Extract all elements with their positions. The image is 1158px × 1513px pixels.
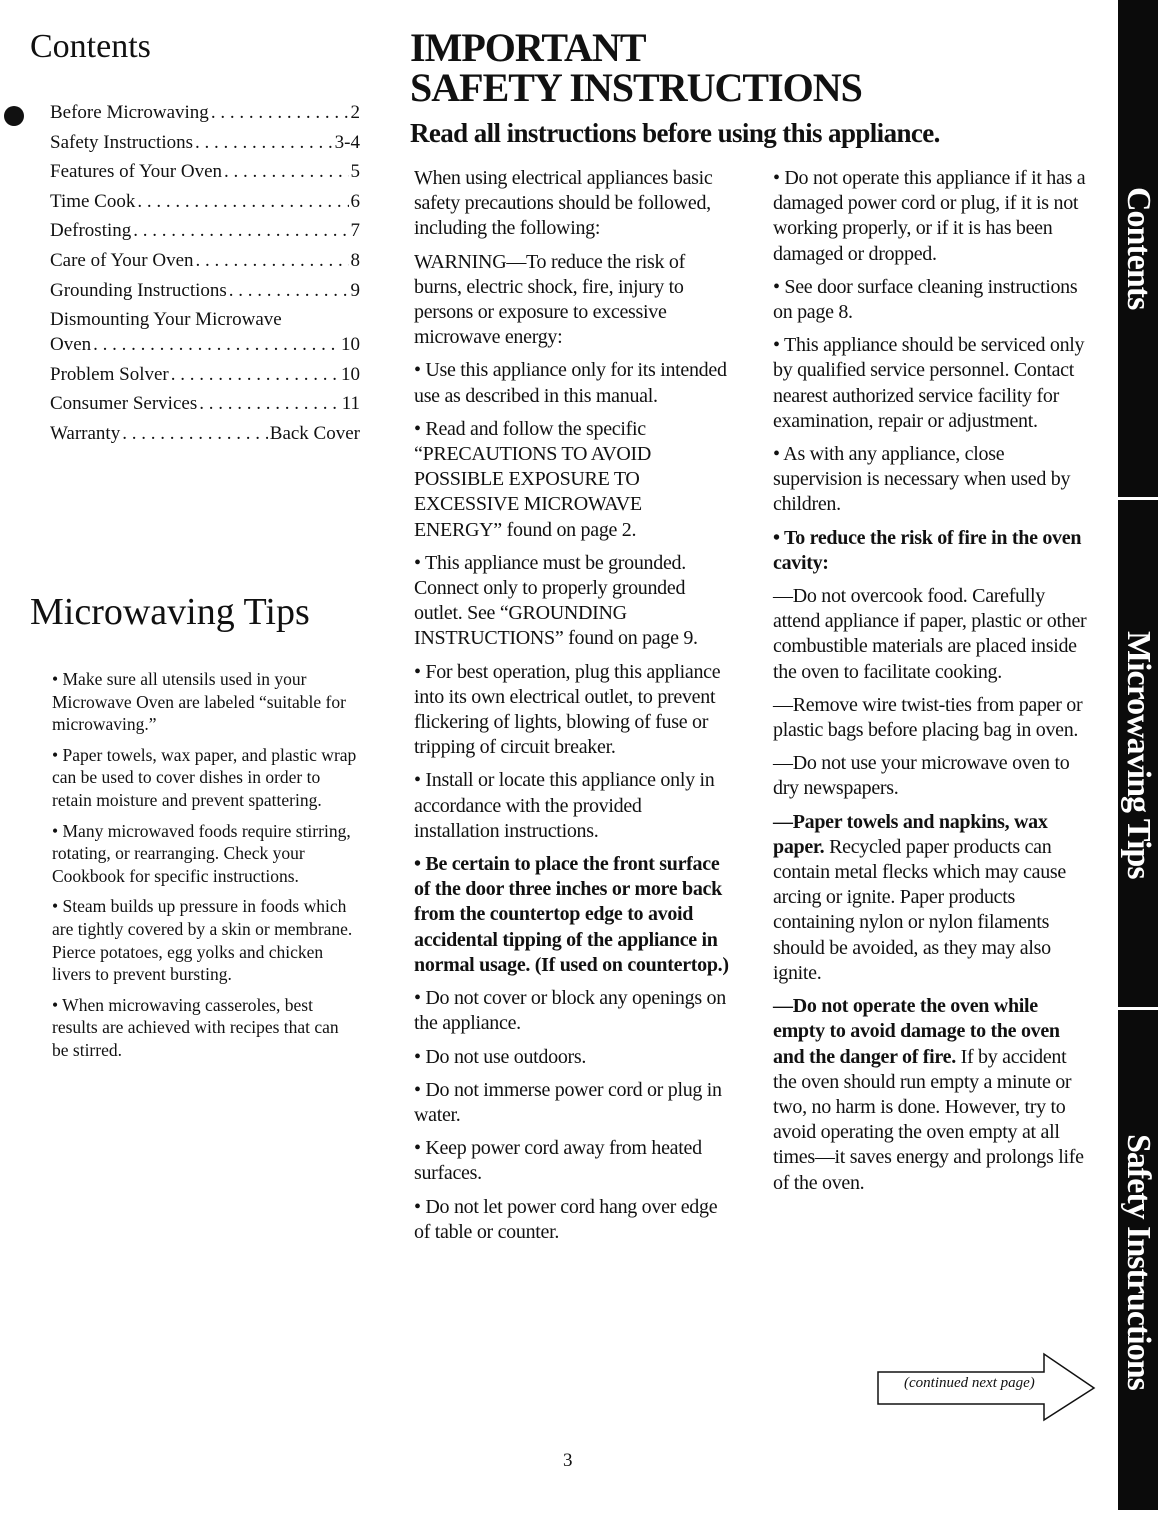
toc-label: Before Microwaving [50,102,209,123]
toc-row [50,421,360,446]
toc-page: 9 [350,279,360,301]
toc-leader [171,362,339,387]
instruction-item [414,358,729,408]
tip-item: • Make sure all utensils used in your Microwave Oven are labeled “suitable for microwaving.” [52,669,346,735]
toc-label: Grounding Instructions [50,279,227,301]
toc-leader [137,189,348,214]
toc-row [50,218,360,243]
instruction-item [773,166,1088,267]
tip-item: • Many microwaved foods require stirring, rotating, or rearranging. Check your Cookbook for specific instructions. [52,820,351,886]
toc-label: Oven [50,334,92,356]
toc-entry [50,100,360,125]
instruction-text: • Read and follow the specific “PRECAUTIONS TO AVOID POSSIBLE EXPOSURE TO EXCESSIVE MICROWAVE ENERGY” found on page 2. [414,417,652,541]
instruction-item [773,693,1088,743]
toc-row [50,248,360,273]
continued-next-page: (continued next page) [904,1375,1035,1391]
instruction-text: • This appliance should be serviced only by qualified service personnel. Contact nearest authorized service facility for examination, repair or adjustment. [773,334,1085,432]
tips-list [52,668,357,1070]
instruction-item [414,768,729,844]
instruction-bold: —Do not operate the oven while empty to avoid damage to the oven and the danger of fire. [773,995,1060,1068]
instruction-item [773,810,1088,986]
toc-leader [224,159,348,184]
toc-leader [133,218,348,243]
instruction-text: —Remove wire twist-ties from paper or plastic bags before placing bag in oven. [773,693,1083,742]
toc-entry [50,362,360,387]
instruction-bold: • To reduce the risk of fire in the oven cavity: [773,526,1082,574]
toc-label: Features of Your Oven [50,161,223,183]
instruction-item [414,660,729,761]
tab-label: Contents [1120,187,1157,310]
toc-label: Dismounting Your Microwave [50,309,282,331]
instruction-item [414,986,729,1036]
instruction-text: If by accident the oven should run empty a minute or two, no harm is done. However, try to avoid operating the oven empty at all times—it saves energy and prolongs life of the oven. [773,1045,1084,1194]
tab-safety-instructions[interactable] [1118,1007,1158,1513]
toc-page: 7 [350,220,360,242]
tip-item: • When microwaving casseroles, best results are achieved with recipes that can be stirred. [52,994,339,1060]
toc-label: Care of Your Oven [50,249,194,271]
instruction-item [773,751,1088,801]
table-of-contents [50,100,360,451]
tip-item: • Paper towels, wax paper, and plastic wrap can be used to cover dishes in order to retain moisture and prevent spattering. [52,744,357,810]
instruction-bold: —Paper towels and napkins, wax paper. [773,810,1048,858]
instruction-text: • Do not use outdoors. [414,1045,587,1068]
instruction-text: • Do not operate this appliance if it has a damaged power cord or plug, if it is not working properly, or if it is has been damaged or dropped. [773,167,1086,265]
toc-page: 10 [341,363,360,385]
instruction-text: • Do not cover or block any openings on the appliance. [414,987,726,1035]
instruction-item [414,417,729,543]
toc-label: Warranty [50,422,121,444]
instruction-item [773,275,1088,325]
safety-column-right [773,166,1088,1204]
instruction-text: • Do not immerse power cord or plug in water. [414,1078,722,1126]
instruction-item [773,333,1088,434]
toc-leader [196,248,349,273]
instruction-item [414,852,729,978]
toc-page: 10 [341,334,360,356]
instruction-item [773,584,1088,685]
toc-page: 8 [350,249,360,271]
instruction-text: Recycled paper products can contain metal flecks which may cause arcing or ignite. Paper products containing nylon or nylon filaments should be avoided, as they may also ignite. [773,835,1066,984]
toc-row [50,130,360,155]
toc-entry [50,189,360,214]
contents-title: Contents [30,28,151,65]
subtitle: Read all instructions before using this appliance. [410,118,940,148]
instruction-text: • As with any appliance, close supervision is necessary when used by children. [773,443,1071,516]
toc-entry [50,159,360,184]
toc-page: 11 [341,393,360,415]
instruction-bold: • Be certain to place the front surface of the door three inches or more back from the countertop edge to avoid accidental tipping of the appliance in normal usage. (If used on countertop.) [414,853,729,976]
instruction-item [414,1136,729,1186]
toc-page: 2 [350,102,360,123]
toc-leader [199,391,339,416]
page-title [410,25,862,110]
toc-leader [93,332,339,357]
instruction-text: WARNING—To reduce the risk of burns, electric shock, fire, injury to persons or exposure to excessive microwave energy: [414,250,685,349]
instruction-text: • This appliance must be grounded. Connect only to properly grounded outlet. See “GROUNDING INSTRUCTIONS” found on page 9. [414,551,698,650]
toc-row [50,278,360,303]
toc-label: Safety Instructions [50,131,194,153]
toc-leader [122,421,268,446]
tab-label: Microwaving Tips [1120,631,1157,879]
tips-title: Microwaving Tips [30,591,310,633]
instruction-item [414,1045,729,1070]
instruction-text: —Do not overcook food. Carefully attend appliance if paper, plastic or other combustible materials are placed inside the oven to facilitate cooking. [773,585,1087,683]
toc-row [50,391,360,416]
instruction-text: —Do not use your microwave oven to dry newspapers. [773,752,1070,800]
toc-entry [50,421,360,446]
instruction-item [773,526,1088,576]
toc-page: 5 [350,161,360,183]
toc-entry [50,130,360,155]
instruction-item [414,1195,729,1245]
toc-row [50,100,360,125]
toc-entry [50,391,360,416]
instruction-text: • Keep power cord away from heated surfaces. [414,1137,702,1185]
tab-contents[interactable] [1118,0,1158,497]
toc-entry [50,248,360,273]
instruction-item [773,442,1088,518]
toc-page: 6 [350,190,360,212]
side-tabs [1118,0,1158,1510]
instruction-text: • See door surface cleaning instructions on page 8. [773,275,1078,324]
toc-entry [50,218,360,243]
tip-item: • Steam builds up pressure in foods which are tightly covered by a skin or membrane. Pierce potatoes, egg yolks and chicken livers to prevent bursting. [52,896,353,985]
toc-row [50,332,360,357]
safety-column-middle [414,166,729,1253]
toc-entry [50,307,360,357]
toc-row [50,189,360,214]
toc-label: Defrosting [50,220,132,242]
toc-row [50,159,360,184]
instruction-item [414,551,729,652]
toc-page: Back Cover [269,422,360,444]
toc-leader [211,100,349,125]
toc-label: Consumer Services [50,393,198,415]
toc-label: Time Cook [50,190,136,212]
title-line-2: SAFETY INSTRUCTIONS [410,65,862,110]
instruction-item [414,250,729,351]
instruction-item [414,1078,729,1128]
instruction-text: • Use this appliance only for its intended use as described in this manual. [414,359,727,407]
instruction-text: • Install or locate this appliance only in accordance with the provided installation instructions. [414,769,715,842]
toc-entry [50,278,360,303]
instruction-item [414,166,729,242]
toc-leader [195,130,333,155]
instruction-text: • For best operation, plug this appliance into its own electrical outlet, to prevent flickering of lights, blowing of fuse or tripping of circuit breaker. [414,660,721,759]
instruction-text: When using electrical appliances basic safety precautions should be followed, including the following: [414,167,713,240]
instruction-text: • Do not let power cord hang over edge of table or counter. [414,1195,718,1243]
toc-label: Problem Solver [50,363,169,385]
tab-label: Safety Instructions [1120,1133,1157,1390]
binder-hole-icon [4,106,24,126]
instruction-item [773,994,1088,1196]
toc-page: 3-4 [334,131,360,153]
title-line-1: IMPORTANT [410,25,646,70]
tab-microwaving-tips[interactable] [1118,497,1158,1010]
page-number: 3 [563,1450,573,1471]
toc-row [50,362,360,387]
toc-leader [229,278,349,303]
